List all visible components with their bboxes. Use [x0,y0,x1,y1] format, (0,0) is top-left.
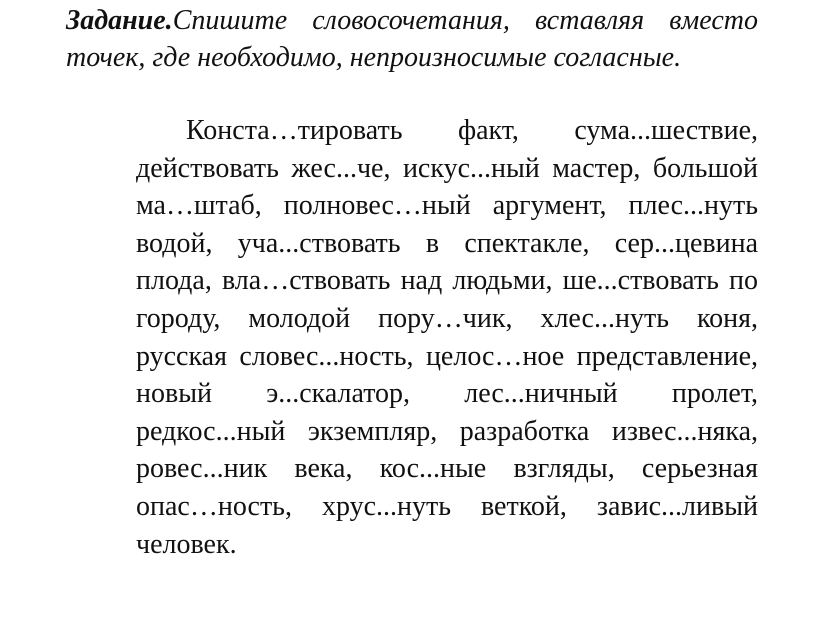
exercise-text: Конста…тировать факт, сума...шествие, действовать жес...че, искус...ный мастер, большой ма…штаб, полновес…ный аргумент, плес...нуть водой, уча...ствовать в спектакле, сер...цевина плода, вла…ствовать над людьми, ше...ствовать по городу, молодой пору…чик, хлес...нуть коня, русская словес...ность, целос…ное представление, новый э...скалатор, лес...ничный пролет, редкос...ный экземпляр, разработка извес...няка, ровес...ник века, кос...ные взгляды, серьезная опас…ность, хрус...нуть веткой, завис...ливый человек. [136,115,758,560]
task-paragraph [66,2,758,76]
task-instruction: Спишите словосочетания, вставляя вместо точек, где необходимо, непроизносимые согласные. [66,5,758,73]
task-label: Задание. [66,5,173,36]
